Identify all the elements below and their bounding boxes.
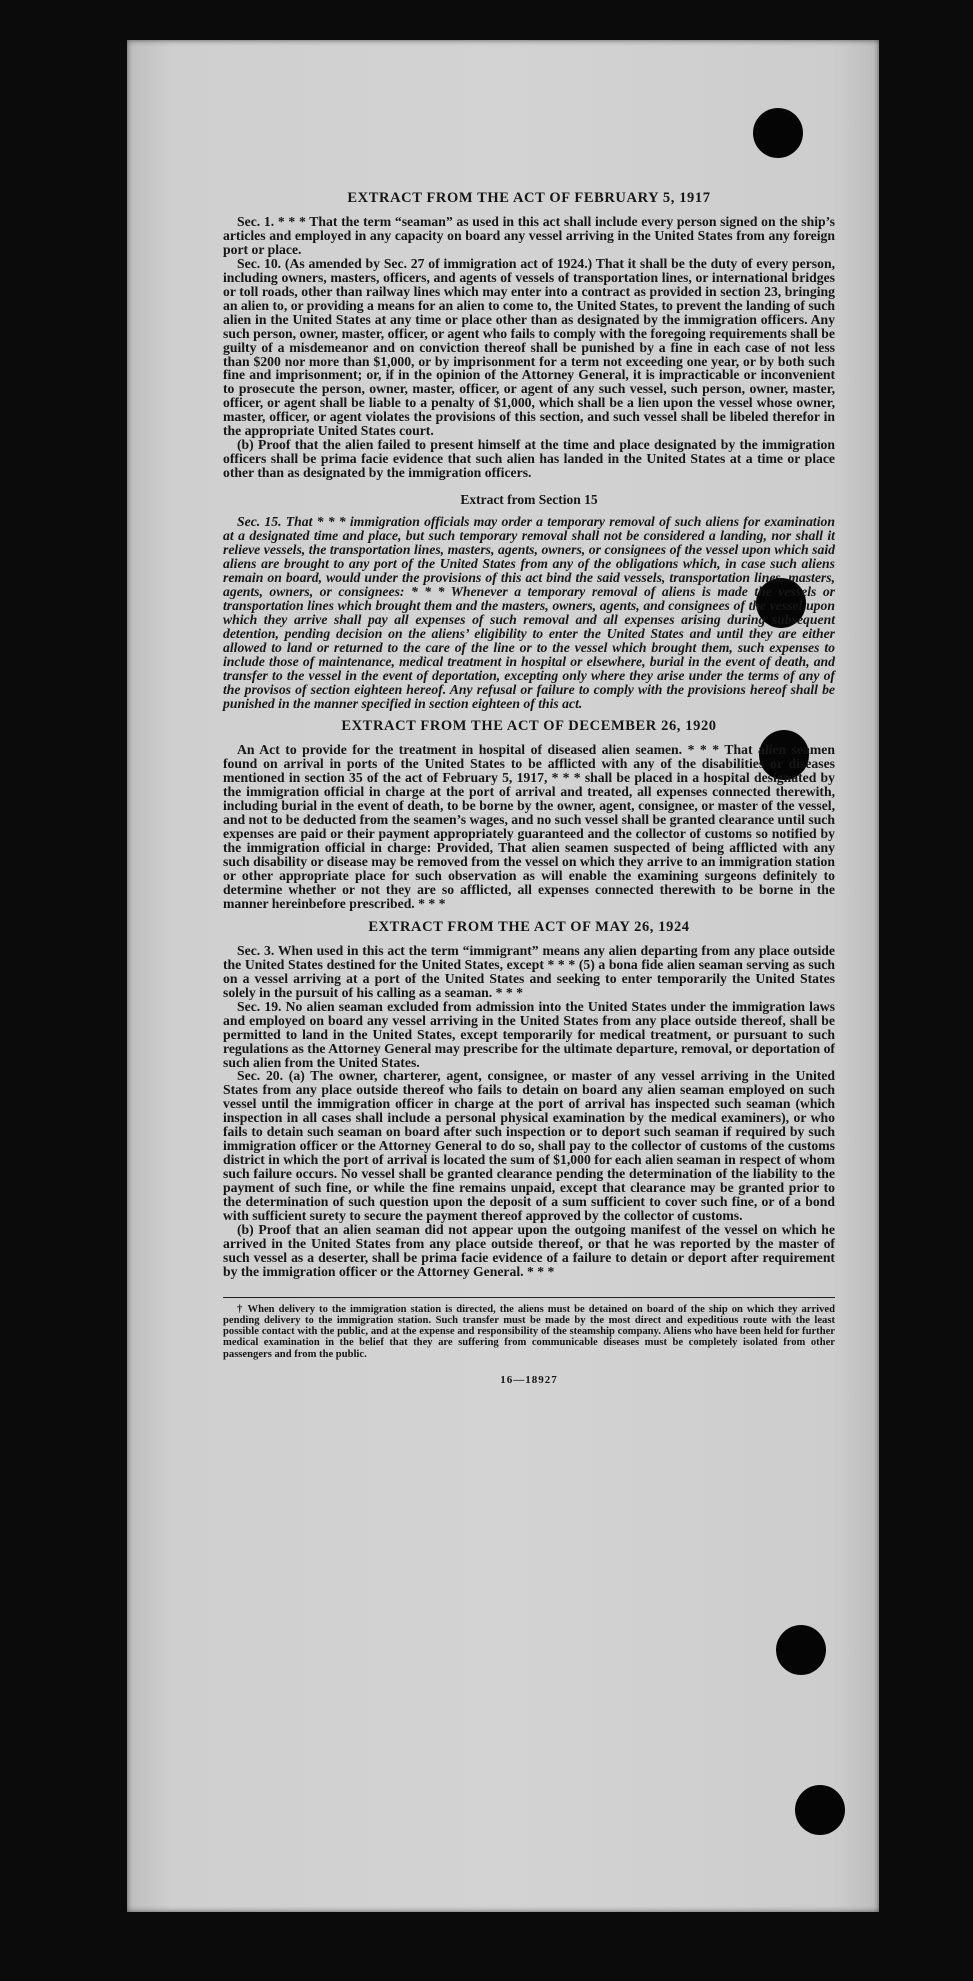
punch-hole — [776, 1625, 826, 1675]
paragraph-1924-sec3: Sec. 3. When used in this act the term “immigrant” means any alien departing from any place outside the United States destined for the United States, except * * * (5) a bona fide alien seaman serving as such on a vessel arriving at a port of the United States and seeking to enter temporarily the United States solely in the pursuit of his calling as a seaman. * * * — [223, 942, 835, 1000]
form-code: 16—18927 — [500, 1373, 558, 1386]
document-body — [223, 190, 835, 1386]
paragraph-sec15: Sec. 15. That * * * immigration officials may order a temporary removal of such aliens for examination at a designated time and place, but such temporary removal shall not be considered a landing, nor shall it relieve vessels, the transportation lines, masters, agents, owners, or consignees of the vessel upon which said aliens are brought to any port of the United States from any of the obligations which, in case such aliens remain on board, would under the provisions of this act bind the said vessels, transportation lines, masters, agents, owners, or consignees: * * * Whenever a temporary removal of aliens is made the vessels or transportation lines which brought them and the masters, owners, agents, and consignees of the vessel upon which they arrive shall pay all expenses of such removal and all expenses arising during subsequent detention, pending decision on the aliens’ eligibility to enter the United States and until they are either allowed to land or returned to the care of the line or to the vessel which brought them, such expenses to include those of maintenance, medical treatment in hospital or elsewhere, burial in the event of death, and transfer to the vessel in the event of deportation, excepting only where they arise under the terms of any of the provisos of section eighteen hereof. Any refusal or failure to comply with the provisions hereof shall be punished in the manner specified in section eighteen of this act. — [223, 514, 835, 711]
paragraph-1917-sec10: Sec. 10. (As amended by Sec. 27 of immigration act of 1924.) That it shall be the duty of every person, including owners, masters, officers, and agents of vessels of transportation lines, or international bridges or toll roads, other than railway lines which may enter into a contract as provided in section 23, bringing an alien to, or providing a means for an alien to come to, the United States, to prevent the landing of such alien in the United States at any time or place other than as designated by the immigration officers. Any such person, owner, master, officer, or agent who fails to comply with the foregoing requirements shall be guilty of a misdemeanor and on conviction thereof shall be punished by a fine in each case of not less than $200 nor more than $1,000, or by imprisonment for a term not exceeding one year, or by both such fine and imprisonment; or, if in the opinion of the Attorney General, it is impracticable or inconvenient to prosecute the person, owner, master, officer, or agent of any such vessel, such person, owner, master, officer, or agent shall be liable to a penalty of $1,000, which shall be a lien upon the vessel whose owner, master, officer, or agent violates the provisions of this section, and such vessel shall be libeled therefor in the appropriate United States court. — [223, 255, 835, 439]
paragraph-1917-sec1: Sec. 1. * * * That the term “seaman” as used in this act shall include every person signed on the ship’s articles and employed in any capacity on board any vessel arriving in the United States from any foreign port or place. — [223, 214, 835, 257]
paragraph-1924-b: (b) Proof that an alien seaman did not appear upon the outgoing manifest of the vessel on which he arrived in the United States from any place outside thereof, or that he was reported by the master of such vessel as a deserter, shall be prima facie evidence of a failure to detain or deport after requirement by the immigration officer or the Attorney General. * * * — [223, 1221, 835, 1279]
heading-section-15: Extract from Section 15 — [460, 492, 598, 508]
paragraph-1924-sec19: Sec. 19. No alien seaman excluded from admission into the United States under the immigration laws and employed on board any vessel arriving in the United States from any place outside thereof, shall be permitted to land in the United States, except temporarily for medical treatment, or pursuant to such regulations as the Attorney General may prescribe for the ultimate departure, removal, or deportation of such alien from the United States. — [223, 998, 835, 1070]
paragraph-1917-b: (b) Proof that the alien failed to present himself at the time and place designated by the immigration officers shall be prima facie evidence that such alien has landed in the United States at a time or place other than as designated by the immigration officers. — [223, 437, 835, 481]
document-page — [127, 40, 879, 1912]
heading-act-1924: EXTRACT FROM THE ACT OF MAY 26, 1924 — [368, 918, 690, 935]
footnote: † When delivery to the immigration station is directed, the aliens must be detained on board of the ship on which they arrived pending delivery to the immigration station. Such transfer must be made by the most direct and expeditious route with the least possible contact with the public, and at the expense and responsibility of the steamship company. Aliens who have been held for further medical examination in the belief that they are suffering from communicable diseases must be completely isolated from other passengers and from the public. — [223, 1303, 835, 1360]
punch-hole — [795, 1785, 845, 1835]
divider — [223, 1297, 835, 1298]
punch-hole — [753, 108, 803, 158]
heading-act-1917: EXTRACT FROM THE ACT OF FEBRUARY 5, 1917 — [347, 190, 711, 206]
paragraph-1924-sec20: Sec. 20. (a) The owner, charterer, agent, consignee, or master of any vessel arriving in the United States from any place outside thereof who fails to detain on board any alien seaman employed on such vessel until the immigration officer in charge at the port of arrival has inspected such seaman (which inspection in all cases shall include a personal physical examination by the medical examiners), or who fails to detain such seaman on board after such inspection or to deport such seaman if required by such immigration officer or the Attorney General to do so, shall pay to the collector of customs of the customs district in which the port of arrival is located the sum of $1,000 for each alien seaman in respect of whom such failure occurs. No vessel shall be granted clearance pending the determination of the liability to the payment of such fine, or while the fine remains unpaid, except that clearance may be granted prior to the determination of such question upon the deposit of a sum sufficient to cover such fine, or of a bond with sufficient surety to secure the payment thereof approved by the collector of customs. — [223, 1068, 835, 1223]
paragraph-1920: An Act to provide for the treatment in hospital of diseased alien seamen. * * * That alien seamen found on arrival in ports of the United States to be afflicted with any of the disabilities or diseases mentioned in section 35 of the act of February 5, 1917, * * * shall be placed in a hospital designated by the immigration official in charge at the port of arrival and treated, all expenses connected therewith, including burial in the event of death, to be borne by the owner, agent, consignee, or master of the vessel, and not to be deducted from the seamen’s wages, and no such vessel shall be granted clearance until such expenses are paid or their payment appropriately guaranteed and the collector of customs so notified by the immigration official in charge: Provided, That alien seamen suspected of being afflicted with any such disability or disease may be removed from the vessel on which they arrive to an immigration station or other appropriate place for such observation as will enable the examining surgeons definitely to determine whether or not they are so afflicted, all expenses connected therewith to be borne in the manner hereinbefore prescribed. * * * — [223, 742, 835, 911]
heading-act-1920: EXTRACT FROM THE ACT OF DECEMBER 26, 1920 — [341, 718, 717, 735]
